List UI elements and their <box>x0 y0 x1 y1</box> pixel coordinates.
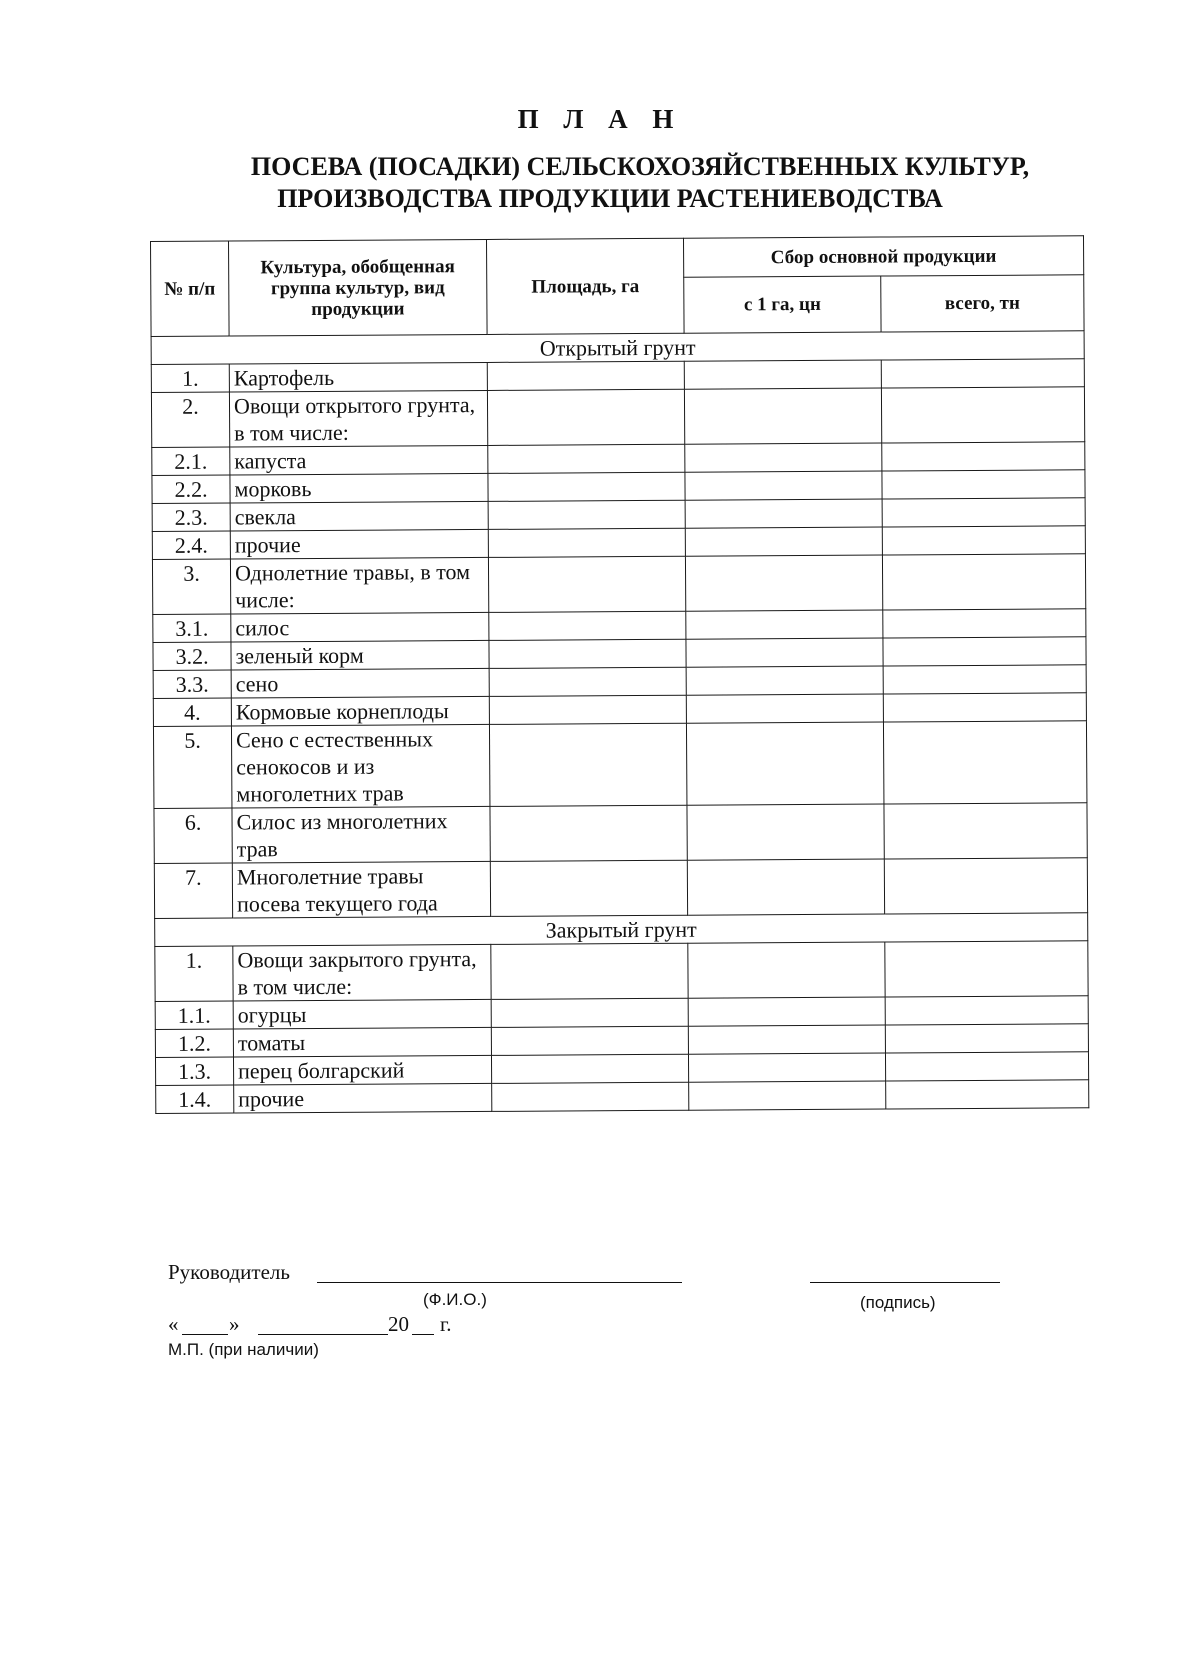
per-ha-cell[interactable] <box>686 666 883 695</box>
row-number: 2.1. <box>152 447 230 475</box>
table-row <box>154 803 1087 864</box>
row-number: 3.2. <box>153 642 231 670</box>
total-cell[interactable] <box>882 442 1085 471</box>
area-cell[interactable] <box>489 667 686 696</box>
year-prefix: 20 <box>388 1312 409 1336</box>
total-cell[interactable] <box>882 526 1085 555</box>
area-cell[interactable] <box>492 1082 689 1111</box>
area-cell[interactable] <box>490 805 687 861</box>
section-open-ground-label: Открытый грунт <box>151 331 1084 365</box>
plan-table <box>150 235 1089 1114</box>
table-row <box>152 554 1085 615</box>
row-culture-name: морковь <box>230 473 488 503</box>
section-closed-ground-label: Закрытый грунт <box>155 913 1088 947</box>
per-ha-cell[interactable] <box>688 1053 885 1082</box>
row-number: 3. <box>152 559 230 614</box>
row-number: 2.3. <box>152 503 230 531</box>
header-area: Площадь, га <box>486 238 684 334</box>
total-cell[interactable] <box>885 996 1088 1025</box>
header-num: № п/п <box>151 241 230 336</box>
table-row <box>156 1080 1089 1114</box>
area-cell[interactable] <box>491 998 688 1027</box>
date-open-quote: « <box>168 1312 179 1336</box>
row-culture-name: силос <box>231 612 489 642</box>
signature-caption: (подпись) <box>860 1293 936 1312</box>
total-cell[interactable] <box>882 470 1085 499</box>
plan-table-body <box>151 331 1089 1114</box>
row-number: 3.1. <box>153 614 231 642</box>
row-culture-name: Овощи закрытого грунта, в том числе: <box>233 944 491 1001</box>
per-ha-cell[interactable] <box>687 804 884 860</box>
row-culture-name: перец болгарский <box>233 1055 491 1085</box>
row-number: 1.4. <box>156 1085 234 1113</box>
table-row <box>153 721 1086 809</box>
area-cell[interactable] <box>487 361 684 390</box>
row-culture-name: зеленый корм <box>231 640 489 670</box>
row-culture-name: томаты <box>233 1027 491 1057</box>
total-cell[interactable] <box>883 609 1086 638</box>
per-ha-cell[interactable] <box>685 471 882 500</box>
per-ha-cell[interactable] <box>685 527 882 556</box>
per-ha-cell[interactable] <box>689 1081 886 1110</box>
per-ha-cell[interactable] <box>686 610 883 639</box>
row-number: 2.2. <box>152 475 230 503</box>
row-number: 5. <box>153 726 231 808</box>
row-number: 7. <box>154 863 232 918</box>
row-number: 2. <box>151 392 229 447</box>
area-cell[interactable] <box>488 472 685 501</box>
per-ha-cell[interactable] <box>687 859 884 915</box>
fio-line <box>317 1282 682 1283</box>
area-cell[interactable] <box>488 500 685 529</box>
row-culture-name: Однолетние травы, в том числе: <box>230 557 488 614</box>
per-ha-cell[interactable] <box>686 722 883 805</box>
per-ha-cell[interactable] <box>686 638 883 667</box>
total-cell[interactable] <box>884 858 1087 914</box>
area-cell[interactable] <box>489 611 686 640</box>
row-number: 1.1. <box>155 1001 233 1029</box>
row-number: 1.2. <box>155 1029 233 1057</box>
row-number: 2.4. <box>152 531 230 559</box>
area-cell[interactable] <box>487 389 684 445</box>
per-ha-cell[interactable] <box>685 443 882 472</box>
row-culture-name: Овощи открытого грунта, в том числе: <box>229 390 487 447</box>
year-suffix: г. <box>440 1312 452 1336</box>
per-ha-cell[interactable] <box>684 360 881 389</box>
total-cell[interactable] <box>881 359 1084 388</box>
year-line <box>412 1334 434 1335</box>
area-cell[interactable] <box>488 444 685 473</box>
date-close-quote: » <box>229 1312 240 1336</box>
per-ha-cell[interactable] <box>688 942 885 998</box>
header-yield-group: Сбор основной продукции <box>683 236 1083 277</box>
row-culture-name: прочие <box>234 1083 492 1113</box>
total-cell[interactable] <box>883 693 1086 722</box>
document-subtitle-line-2: ПРОИЗВОДСТВА ПРОДУКЦИИ РАСТЕНИЕВОДСТВА <box>277 184 943 213</box>
total-cell[interactable] <box>885 1024 1088 1053</box>
document-title: П Л А Н <box>517 104 683 134</box>
row-culture-name: капуста <box>230 445 488 475</box>
per-ha-cell[interactable] <box>686 694 883 723</box>
row-culture-name: сено <box>231 668 489 698</box>
area-cell[interactable] <box>491 1026 688 1055</box>
day-line <box>182 1334 228 1335</box>
row-culture-name: свекла <box>230 501 488 531</box>
area-cell[interactable] <box>491 1054 688 1083</box>
row-culture-name: Кормовые корнеплоды <box>231 696 489 726</box>
total-cell[interactable] <box>883 665 1086 694</box>
per-ha-cell[interactable] <box>685 555 882 611</box>
row-culture-name: Силос из многолетних трав <box>232 806 490 863</box>
per-ha-cell[interactable] <box>688 997 885 1026</box>
total-cell[interactable] <box>882 498 1085 527</box>
per-ha-cell[interactable] <box>688 1025 885 1054</box>
stamp-note: М.П. (при наличии) <box>168 1340 319 1359</box>
row-number: 1. <box>155 946 233 1001</box>
row-number: 3.3. <box>153 670 231 698</box>
area-cell[interactable] <box>488 556 685 612</box>
per-ha-cell[interactable] <box>685 499 882 528</box>
fio-caption: (Ф.И.О.) <box>423 1290 487 1309</box>
total-cell[interactable] <box>881 387 1084 443</box>
area-cell[interactable] <box>491 943 688 999</box>
header-per-ha: с 1 га, цн <box>684 276 881 333</box>
total-cell[interactable] <box>885 941 1088 997</box>
total-cell[interactable] <box>886 1080 1089 1109</box>
header-culture: Культура, обобщенная группа культур, вид продукции <box>229 239 488 336</box>
table-row <box>151 387 1084 448</box>
area-cell[interactable] <box>490 860 687 916</box>
row-culture-name: огурцы <box>233 999 491 1029</box>
area-cell[interactable] <box>489 695 686 724</box>
area-cell[interactable] <box>489 723 686 806</box>
area-cell[interactable] <box>489 639 686 668</box>
row-culture-name: прочие <box>230 529 488 559</box>
head-label: Руководитель <box>168 1260 290 1284</box>
signature-line <box>810 1282 1000 1283</box>
row-number: 1. <box>151 364 229 392</box>
header-total: всего, тн <box>881 275 1084 332</box>
total-cell[interactable] <box>883 721 1087 804</box>
per-ha-cell[interactable] <box>684 388 881 444</box>
document-subtitle-line-1: ПОСЕВА (ПОСАДКИ) СЕЛЬСКОХОЗЯЙСТВЕННЫХ КУЛЬТУР, <box>250 152 1030 181</box>
row-number: 4. <box>153 698 231 726</box>
row-number: 6. <box>154 808 232 863</box>
row-culture-name: Сено с естественных сенокосов и из многолетних трав <box>231 724 489 808</box>
total-cell[interactable] <box>884 803 1087 859</box>
total-cell[interactable] <box>882 554 1085 610</box>
row-culture-name: Многолетние травы посева текущего года <box>232 861 490 918</box>
table-row <box>155 941 1088 1002</box>
total-cell[interactable] <box>885 1052 1088 1081</box>
row-culture-name: Картофель <box>229 362 487 392</box>
area-cell[interactable] <box>488 528 685 557</box>
row-number: 1.3. <box>155 1057 233 1085</box>
total-cell[interactable] <box>883 637 1086 666</box>
month-line <box>258 1334 388 1335</box>
table-row <box>154 858 1087 919</box>
